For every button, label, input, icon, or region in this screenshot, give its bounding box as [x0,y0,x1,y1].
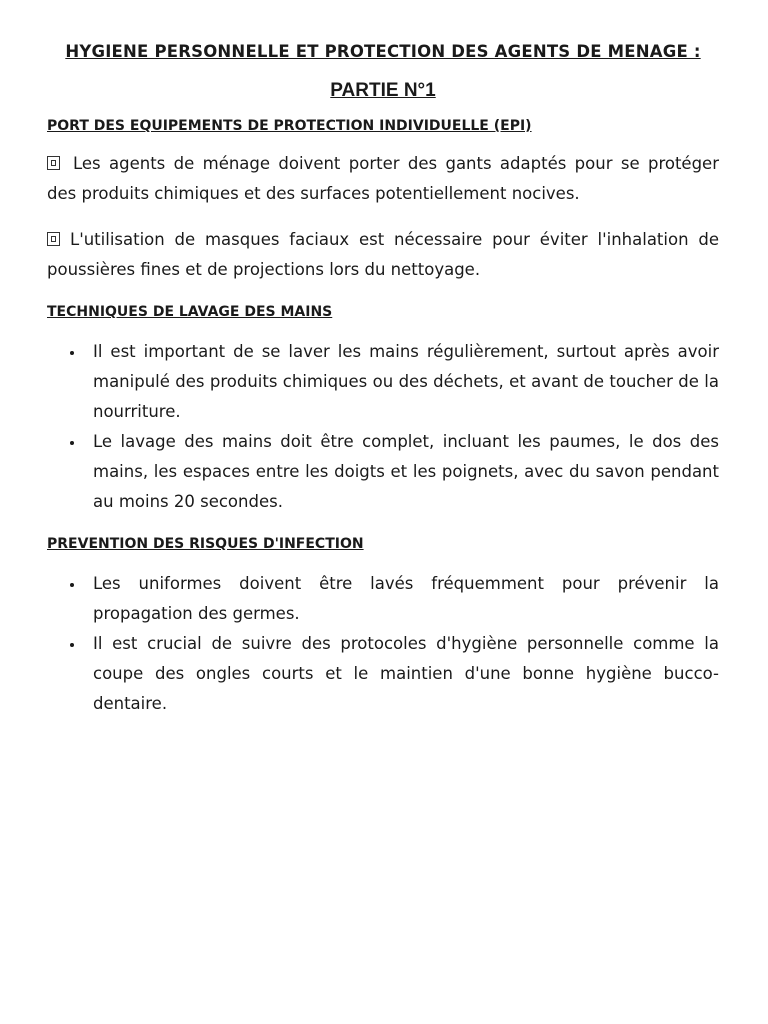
list-item: Il est crucial de suivre des protocoles d'hygiène personnelle comme la coupe des ongles courts et le maintien d'une bonne hygiène bucco-dentaire. [47,629,719,719]
paragraph-masks [47,225,719,285]
list-item: Le lavage des mains doit être complet, incluant les paumes, le dos des mains, les espaces entre les doigts et les poignets, avec du savon pendant au moins 20 secondes. [47,427,719,517]
section-heading-handwashing: TECHNIQUES DE LAVAGE DES MAINS [47,304,333,320]
part-title: PARTIE N°1 [330,80,436,101]
document-page [47,42,719,719]
document-title: HYGIENE PERSONNELLE ET PROTECTION DES AGENTS DE MENAGE : [65,42,701,61]
paragraph-text: L'utilisation de masques faciaux est nécessaire pour éviter l'inhalation de poussières fines et de projections lors du nettoyage. [47,230,719,279]
checkbox-symbol-icon [47,232,60,246]
infection-list [47,569,719,719]
list-item: Les uniformes doivent être lavés fréquemment pour prévenir la propagation des germes. [47,569,719,629]
checkbox-symbol-icon [47,156,60,170]
paragraph-gloves [47,149,719,209]
section-heading-epi: PORT DES EQUIPEMENTS DE PROTECTION INDIVIDUELLE (EPI) [47,118,532,134]
paragraph-text: Les agents de ménage doivent porter des gants adaptés pour se protéger des produits chimiques et des surfaces potentiellement nocives. [47,154,719,203]
list-item: Il est important de se laver les mains régulièrement, surtout après avoir manipulé des produits chimiques ou des déchets, et avant de toucher de la nourriture. [47,337,719,427]
section-heading-infection: PREVENTION DES RISQUES D'INFECTION [47,536,364,552]
handwashing-list [47,337,719,517]
